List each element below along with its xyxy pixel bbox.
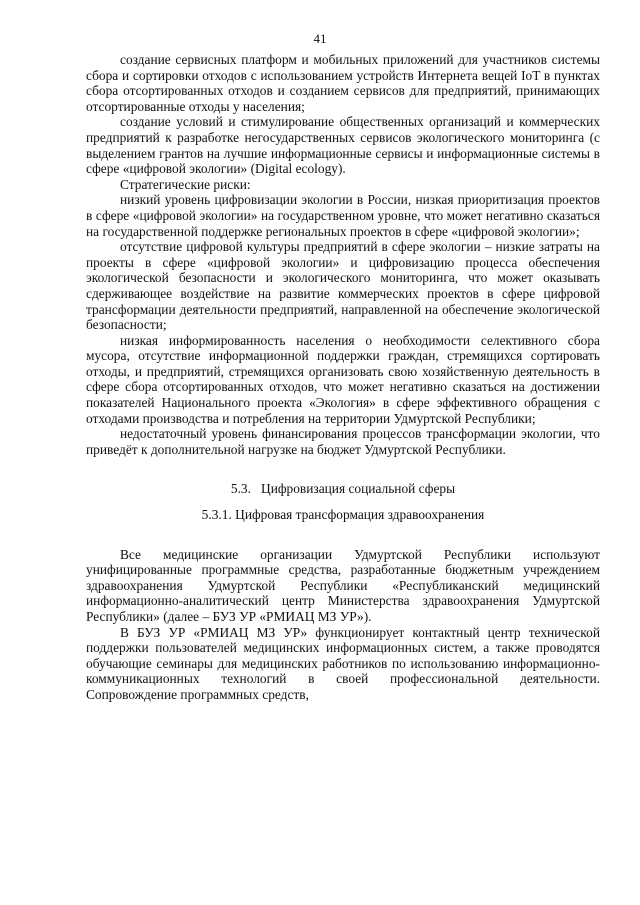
paragraph: низкая информированность населения о необходимости селективного сбора мусора, отсутствие информационной поддержки граждан, стремящихся сортировать отходы, и предприятий, стремящихся организовать свою хозяйственную деятельность в сфере сбора отсортированных отходов, что может негативно сказаться на достижении показателей Национального проекта «Экология» в сфере эффективного обращения с отходами производства и потребления на территории Удмуртской Республики; <box>86 332 600 426</box>
page-number: 41 <box>313 31 327 46</box>
document-body <box>86 52 600 703</box>
subsection-heading: 5.3.1. Цифровая трансформация здравоохранения <box>201 507 485 523</box>
paragraph: Стратегические риски: <box>120 176 251 192</box>
paragraph: Все медицинские организации Удмуртской Республики используют унифицированные программные средства, разработанные бюджетным учреждением здравоохранения Удмуртской Республики «Республиканский медицинский информационно-аналитический центр Министерства здравоохранения Удмуртской Республики» (далее – БУЗ УР «РМИАЦ МЗ УР»). <box>86 546 600 624</box>
paragraph: создание сервисных платформ и мобильных приложений для участников системы сбора и сортировки отходов с использованием устройств Интернета вещей IoT в пунктах сбора отсортированных отходов и созданием сервисов для предприятий, принимающих отсортированные отходы у населения; <box>86 52 600 114</box>
paragraph: создание условий и стимулирование общественных организаций и коммерческих предприятий к разработке негосударственных сервисов экологического мониторинга (с выделением грантов на лучшие информационные сервисы и информационные системы в сфере «цифровой экологии» (Digital ecology). <box>86 114 600 177</box>
paragraph: В БУЗ УР «РМИАЦ МЗ УР» функционирует контактный центр технической поддержки пользователей медицинских информационных систем, а также проводятся обучающие семинары для медицинских работников по использованию информационно-коммуникационных технологий в своей профессиональной деятельности. Сопровождение программных средств, <box>86 624 600 702</box>
paragraph: отсутствие цифровой культуры предприятий в сфере экологии – низкие затраты на проекты в сфере «цифровой экологии» и цифровизацию процесса обеспечения экологической безопасности и экологического мониторинга, что может оказывать сдерживающее воздействие на развитие коммерческих проектов в сфере цифровой трансформации деятельности предприятий, направленной на обеспечение экологической безопасности; <box>86 239 600 333</box>
section-heading: 5.3. Цифровизация социальной сферы <box>230 481 456 497</box>
paragraph: недостаточный уровень финансирования процессов трансформации экологии, что приведёт к дополнительной нагрузке на бюджет Удмуртской Республики. <box>86 426 600 457</box>
paragraph: низкий уровень цифровизации экологии в России, низкая приоритизация проектов в сфере «цифровой экологии» на государственном уровне, что может негативно сказаться на государственной поддержке региональных проектов в сфере «цифровой экологии»; <box>86 192 600 239</box>
